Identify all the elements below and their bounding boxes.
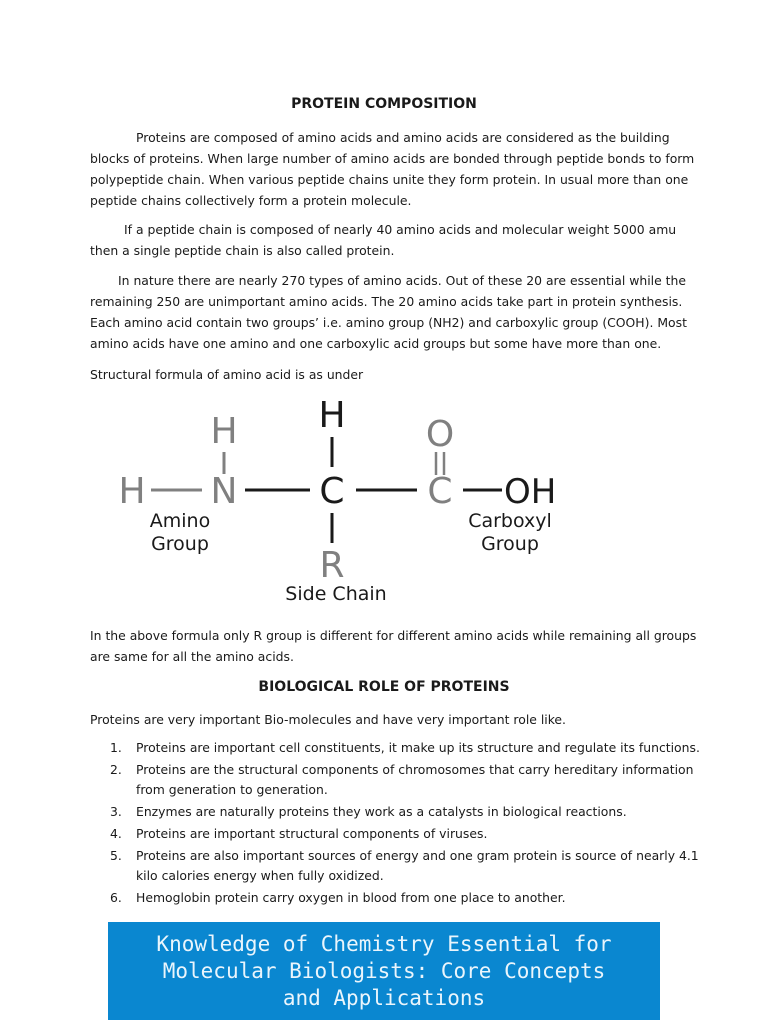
paragraph-4: Structural formula of amino acid is as under <box>90 367 364 382</box>
section-title-biological-role: BIOLOGICAL ROLE OF PROTEINS <box>258 679 510 695</box>
list-item-text: Enzymes are naturally proteins they work as a catalysts in biological reactions. <box>136 804 627 819</box>
list-number: 2. <box>110 762 122 777</box>
label-carboxyl-line1: Carboxyl <box>468 510 552 532</box>
list-item <box>110 802 700 822</box>
list-number: 1. <box>110 740 122 755</box>
banner-title: Knowledge of Chemistry Essential for Molecular Biologists: Core Concepts and Applications <box>156 931 612 1010</box>
label-amino-line2: Group <box>151 533 209 555</box>
page-title: PROTEIN COMPOSITION <box>291 96 477 112</box>
paragraph-after-formula: In the above formula only R group is different for different amino acids while remaining all groups are same for all the amino acids. <box>90 628 697 664</box>
atom-h-left-top: H <box>210 411 238 452</box>
list-item-text: Proteins are important cell constituents, it make up its structure and regulate its functions. <box>136 740 700 755</box>
atom-h-left: H <box>118 471 146 512</box>
list-number: 6. <box>110 890 122 905</box>
role-list <box>110 738 700 910</box>
list-number: 3. <box>110 804 122 819</box>
atom-r: R <box>319 545 345 586</box>
list-item-text: Proteins are important structural components of viruses. <box>136 826 488 841</box>
list-item-text: Hemoglobin protein carry oxygen in blood from one place to another. <box>136 890 566 905</box>
label-amino-line1: Amino <box>149 510 211 532</box>
atom-n: N <box>210 471 238 512</box>
section-intro: Proteins are very important Bio-molecules and have very important role like. <box>90 712 566 727</box>
paragraph-1: Proteins are composed of amino acids and amino acids are considered as the building blocks of proteins. When large number of amino acids are bonded through peptide bonds to form polypeptide chain. When various peptide chains unite they form protein. In usual more than one peptide chains collectively form a protein molecule. <box>90 130 695 208</box>
list-item <box>110 846 700 886</box>
list-item <box>110 760 700 800</box>
list-number: 4. <box>110 826 122 841</box>
list-number: 5. <box>110 848 122 863</box>
list-item-text: Proteins are the structural components of chromosomes that carry hereditary information from generation to generation. <box>136 762 694 797</box>
list-item <box>110 824 700 844</box>
list-item <box>110 738 700 758</box>
paragraph-2: If a peptide chain is composed of nearly 40 amino acids and molecular weight 5000 amu then a single peptide chain is also called protein. <box>90 222 677 258</box>
atom-o: O <box>425 414 455 455</box>
list-item <box>110 888 700 908</box>
amino-acid-structural-formula <box>110 395 610 610</box>
atom-c-right: C <box>427 471 453 512</box>
atom-c-center: C <box>319 471 345 512</box>
title-banner <box>108 922 660 1020</box>
label-carboxyl-line2: Group <box>481 533 539 555</box>
list-item-text: Proteins are also important sources of energy and one gram protein is source of nearly 4.1 kilo calories energy when fully oxidized. <box>136 848 699 883</box>
paragraph-3: In nature there are nearly 270 types of amino acids. Out of these 20 are essential while the remaining 250 are unimportant amino acids. The 20 amino acids take part in protein synthesis. Each amino acid contain two groups’ i.e. amino group (NH2) and carboxylic group (COOH). Most amino acids have one amino and one carboxylic acid groups but some have more than one. <box>90 273 687 351</box>
label-side-chain: Side Chain <box>285 583 387 605</box>
atom-h-top: H <box>318 395 346 436</box>
atom-oh: OH <box>504 472 557 512</box>
